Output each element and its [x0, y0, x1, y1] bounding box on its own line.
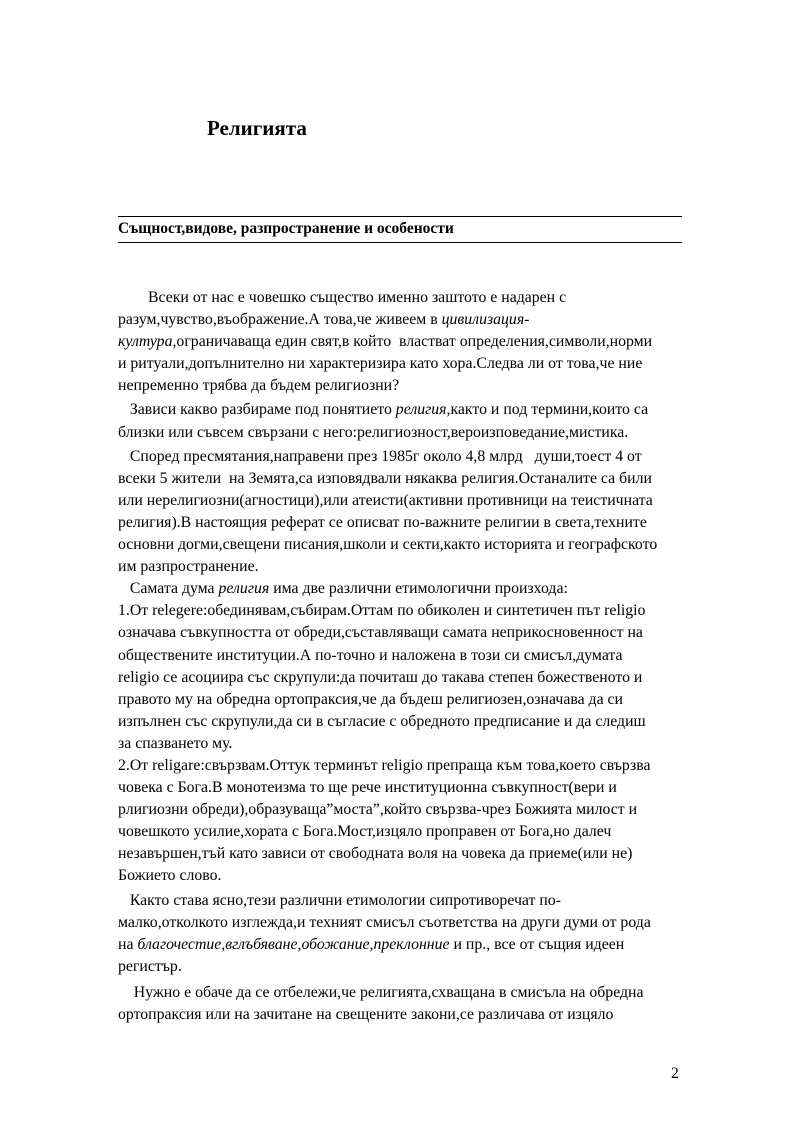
text-span: има две различни етимологични произхода:: [269, 580, 568, 598]
text-line: [118, 890, 688, 912]
text-line: [118, 799, 688, 821]
text-line: [118, 534, 688, 556]
italic-term: религия,: [395, 401, 451, 419]
text-span: Както става ясно,тези различни етимологии сипротиворечат по-: [118, 891, 561, 909]
text-span: човешкото усилие,хората с Бога.Мост,изцяло проправен от Бога,но далеч: [118, 823, 612, 841]
text-span: незавършен,тъй като зависи от свободната воля на човека да приеме(или не): [118, 845, 633, 863]
subtitle-top-rule: [118, 216, 682, 217]
text-line: [118, 490, 688, 512]
text-span: основни догми,свещени писания,школи и секти,както историята и географското: [118, 536, 658, 554]
text-span: или нерелигиозни(агностици),или атеисти(активни противници на теистичната: [118, 491, 653, 509]
text-line: [118, 422, 688, 444]
text-span: Самата дума: [118, 580, 219, 598]
text-line: [118, 399, 688, 421]
text-span: както и под термини,които са: [450, 401, 649, 419]
text-line: [118, 821, 688, 843]
text-line: [118, 912, 688, 934]
text-line: [118, 446, 688, 468]
text-span: Нужно е обаче да се отбележи,че религията,схващана в смисъла на обредна: [118, 983, 644, 1001]
text-span: изпълнен със скрупули,да си в съгласие с обредното предписание и да следиш: [118, 712, 646, 730]
text-span: 2.От religare:свързвам.Оттук терминът religio препраща към това,което свързва: [118, 756, 651, 774]
italic-term: благочестие,вглъбяване,обожание,преклонние: [137, 935, 450, 953]
text-span: всеки 5 жители на Земята,са изповядвали някаква религия.Останалите са били: [118, 469, 652, 487]
text-line: [118, 755, 688, 777]
text-span: и пр., все от същия идеен: [449, 935, 625, 953]
subtitle-bottom-rule: [118, 242, 682, 243]
italic-term: цивилизация-: [441, 311, 530, 329]
body-text: [118, 287, 688, 1026]
italic-term: култура: [118, 333, 173, 351]
text-span: ,ограничаваща един свят,в който властват определения,символи,норми: [172, 333, 653, 351]
text-line: [118, 468, 688, 490]
page-number: 2: [671, 1065, 679, 1082]
text-span: разум,чувство,въображение.А това,че живеем в: [118, 311, 442, 329]
section-subtitle: Същност,видове, разпространение и особености: [118, 220, 454, 237]
text-line: [118, 843, 688, 865]
text-line: [118, 777, 688, 799]
text-line: [118, 578, 688, 600]
text-span: religio се асоциира със скрупули:да почиташ до такава степен божественото и: [118, 668, 643, 686]
text-span: религия).В настоящия реферат се описват по-важните религии в света,техните: [118, 513, 647, 531]
text-line: [118, 331, 688, 353]
text-span: Всеки от нас е човешко същество именно заштото е надарен с: [148, 289, 567, 306]
text-span: обществените институции.А по-точно и наложена в този си смисъл,думата: [118, 646, 623, 664]
text-span: човека с Бога.В монотеизма то ще рече институционна съвкупност(вери и: [118, 779, 617, 797]
text-span: 1.От relegere:обединявам,събирам.Оттам по обиколен и синтетичен път religio: [118, 602, 646, 620]
text-line: [118, 309, 688, 331]
document-title: Религията: [207, 116, 307, 140]
text-line: [118, 982, 688, 1004]
text-line: [118, 865, 688, 887]
text-line: [118, 689, 688, 711]
italic-term: религия: [218, 580, 270, 598]
text-line: [118, 934, 688, 956]
text-line: [118, 711, 688, 733]
text-span: и ритуали,допълнително ни характеризира като хора.Следва ли от това,че ние: [118, 355, 643, 373]
text-span: означава съвкупността от обреди,съставляващи самата неприкосновенност на: [118, 624, 643, 642]
text-span: за спазването му.: [118, 734, 233, 752]
text-line: [118, 733, 688, 755]
text-span: регистър.: [118, 957, 182, 975]
text-line: [118, 287, 688, 309]
text-line: [118, 353, 688, 375]
text-line: [118, 556, 688, 578]
text-span: на: [118, 935, 138, 953]
text-line: [118, 645, 688, 667]
text-span: рлигиозни обреди),образуваща”моста”,който свързва-чрез Божията милост и: [118, 801, 638, 819]
text-line: [118, 600, 688, 622]
text-span: малко,отколкото изглежда,и техният смисъл съответства на други думи от рода: [118, 913, 651, 931]
text-span: непременно трябва да бъдем религиозни?: [118, 377, 400, 395]
text-line: [118, 375, 688, 397]
text-span: правото му на обредна ортопраксия,че да бъдеш религиозен,означава да си: [118, 690, 624, 708]
text-span: близки или съвсем свързани с него:религиозност,вероизповедание,мистика.: [118, 423, 629, 441]
text-line: [118, 956, 688, 978]
text-line: [118, 1004, 688, 1026]
text-line: [118, 512, 688, 534]
text-span: Зависи какво разбираме под понятието: [118, 401, 396, 419]
text-line: [118, 667, 688, 689]
text-span: им разпространение.: [118, 558, 259, 576]
text-span: ортопраксия или на зачитане на свещените закони,се различава от изцяло: [118, 1006, 614, 1023]
text-line: [118, 622, 688, 644]
text-span: Според пресмятания,направени през 1985г около 4,8 млрд души,тоест 4 от: [118, 447, 642, 465]
text-span: Божието слово.: [118, 867, 222, 885]
